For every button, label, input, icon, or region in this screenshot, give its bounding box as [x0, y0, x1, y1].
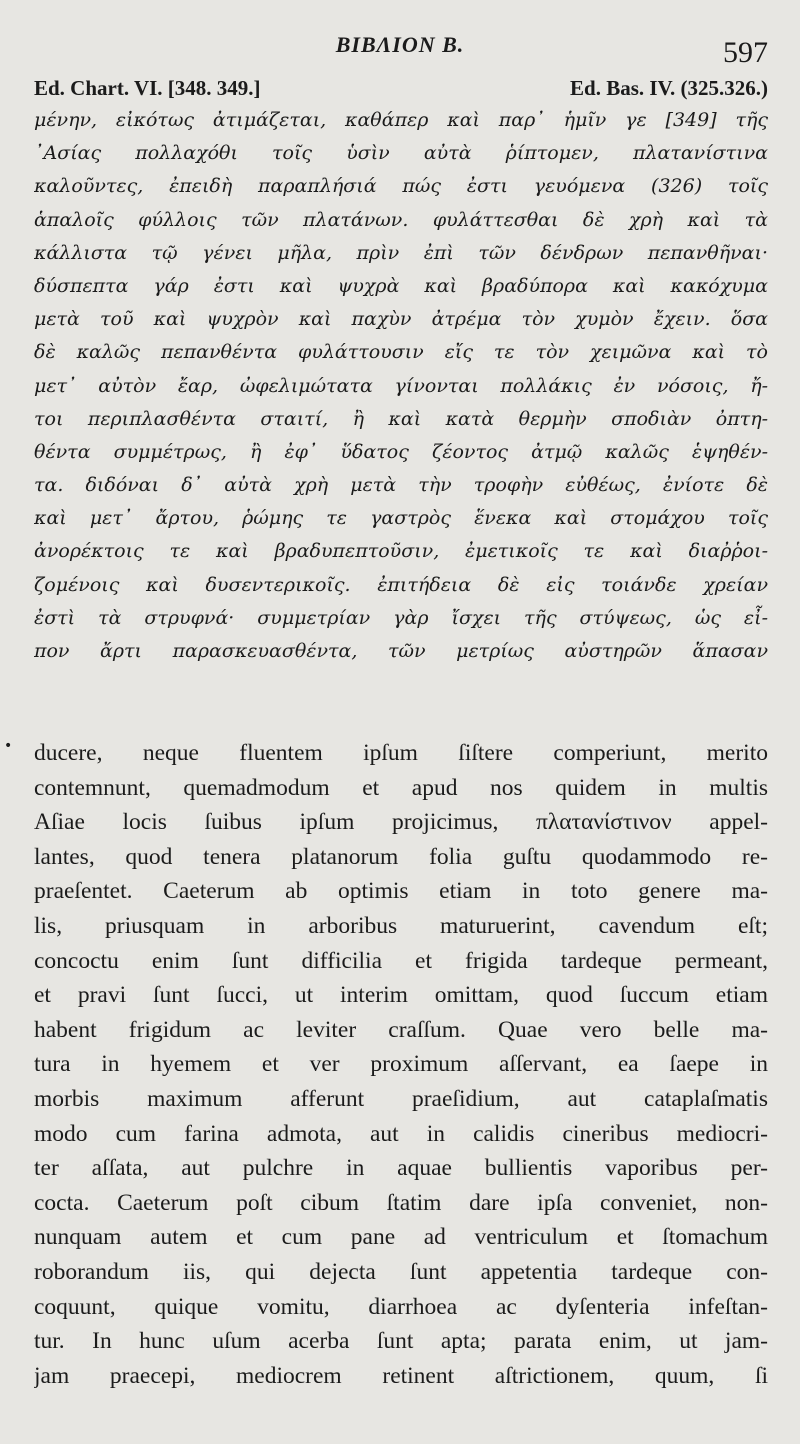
- latin-line: lantes, quod tenera platanorum folia guſtu quodammodo re-: [34, 843, 768, 870]
- latin-line: modo cum farina admota, aut in calidis cineribus mediocri-: [34, 1120, 768, 1147]
- latin-line: jam praecepi, mediocrem retinent aſtrictionem, quum, ſi: [34, 1362, 768, 1389]
- greek-line: μένην, εἰκότως ἀτιμάζεται, καθάπερ καὶ παρ᾽ ἡμῖν γε [349] τῆς: [34, 109, 768, 131]
- latin-line: morbis maximum afferunt praeſidium, aut cataplaſmatis: [34, 1085, 768, 1112]
- page-number: 597: [723, 36, 768, 69]
- greek-line: καὶ μετ᾽ ἄρτου, ῥώμης τε γαστρὸς ἕνεκα καὶ στομάχου τοῖς: [34, 507, 768, 530]
- latin-line: lis, priusquam in arboribus maturuerint, cavendum eſt;: [34, 912, 768, 939]
- greek-line: ἁπαλοῖς φύλλοις τῶν πλατάνων. φυλάττεσθαι δὲ χρὴ καὶ τὰ: [34, 208, 768, 231]
- latin-line: nunquam autem et cum pane ad ventriculum et ſtomachum: [34, 1224, 768, 1251]
- greek-line: καλοῦντες, ἐπειδὴ παραπλήσιά πώς ἐστι γευόμενα (326) τοῖς: [34, 175, 768, 198]
- greek-line: ἐστὶ τὰ στρυφνά· συμμετρίαν γὰρ ἴσχει τῆς στύψεως, ὡς εἶ-: [34, 606, 768, 629]
- latin-line: ducere, neque fluentem ipſum ſiſtere comperiunt, merito: [34, 740, 768, 766]
- greek-line: κάλλιστα τῷ γένει μῆλα, πρὶν ἐπὶ τῶν δένδρων πεπανθῆναι·: [34, 241, 768, 264]
- latin-line: coquunt, quique vomitu, diarrhoea ac dyſenteria infeſtan-: [34, 1293, 768, 1320]
- greek-line: δύσπεπτα γάρ ἐστι καὶ ψυχρὰ καὶ βραδύπορα καὶ κακόχυμα: [34, 274, 768, 297]
- latin-line: concoctu enim ſunt difficilia et frigida tardeque permeant,: [34, 947, 768, 974]
- edition-chart-reference: Ed. Chart. VI. [348. 349.]: [34, 76, 261, 100]
- running-head: [0, 30, 800, 69]
- greek-line: δὲ καλῶς πεπανθέντα φυλάττουσιν εἴς τε τὸν χειμῶνα καὶ τὸ: [34, 341, 768, 364]
- margin-mark: •: [4, 738, 13, 754]
- latin-line: praeſentet. Caeterum ab optimis etiam in toto genere ma-: [34, 878, 768, 905]
- greek-line: ζομένοις καὶ δυσεντερικοῖς. ἐπιτήδεια δὲ εἰς τοιάνδε χρείαν: [34, 573, 768, 596]
- latin-line: Aſiae locis ſuibus ipſum projicimus, πλατανίστινον appel-: [34, 809, 768, 836]
- running-title: ΒΙΒΛΙΟΝ Β.: [335, 32, 465, 57]
- greek-line: θέντα συμμέτρως, ἢ ἐφ᾽ ὕδατος ζέοντος ἀτμῷ καλῶς ἑψηθέν-: [34, 440, 768, 463]
- latin-line: et pravi ſunt ſucci, ut interim omittam, quod ſuccum etiam: [34, 982, 768, 1009]
- greek-line: πον ἄρτι παρασκευασθέντα, τῶν μετρίως αὐστηρῶν ἅπασαν: [34, 640, 768, 662]
- greek-line: μετ᾽ αὐτὸν ἔαρ, ὠφελιμώτατα γίνονται πολλάκις ἐν νόσοις, ἤ-: [34, 374, 768, 397]
- edition-basel-reference: Ed. Bas. IV. (325.326.): [570, 76, 768, 100]
- greek-text-block: [34, 104, 768, 668]
- latin-line: tura in hyemem et ver proximum aſſervant, ea ſaepe in: [34, 1051, 768, 1078]
- greek-line: ᾽Ασίας πολλαχόθι τοῖς ὑσὶν αὐτὰ ῥίπτομεν, πλατανίστινα: [34, 142, 768, 165]
- latin-line: ter aſſata, aut pulchre in aquae bullientis vaporibus per-: [34, 1155, 768, 1182]
- latin-line: habent frigidum ac leviter craſſum. Quae vero belle ma-: [34, 1016, 768, 1043]
- latin-line: tur. In hunc uſum acerba ſunt apta; parata enim, ut jam-: [34, 1328, 768, 1355]
- greek-line: μετὰ τοῦ καὶ ψυχρὸν καὶ παχὺν ἀτρέμα τὸν χυμὸν ἔχειν. ὅσα: [34, 308, 768, 331]
- greek-line: τοι περιπλασθέντα σταιτί, ἢ καὶ κατὰ θερμὴν σποδιὰν ὀπτη-: [34, 407, 768, 430]
- latin-line: roborandum iis, qui dejecta ſunt appetentia tardeque con-: [34, 1258, 768, 1285]
- greek-line: ἀνορέκτοις τε καὶ βραδυπεπτοῦσιν, ἐμετικοῖς τε καὶ διαῤῥοι-: [34, 540, 768, 563]
- latin-text-block: [34, 736, 768, 1393]
- greek-line: τα. διδόναι δ᾽ αὐτὰ χρὴ μετὰ τὴν τροφὴν εὐθέως, ἐνίοτε δὲ: [34, 474, 768, 497]
- edition-line: [34, 76, 768, 104]
- latin-line: cocta. Caeterum poſt cibum ſtatim dare ipſa conveniet, non-: [34, 1189, 768, 1216]
- latin-line: contemnunt, quemadmodum et apud nos quidem in multis: [34, 774, 768, 801]
